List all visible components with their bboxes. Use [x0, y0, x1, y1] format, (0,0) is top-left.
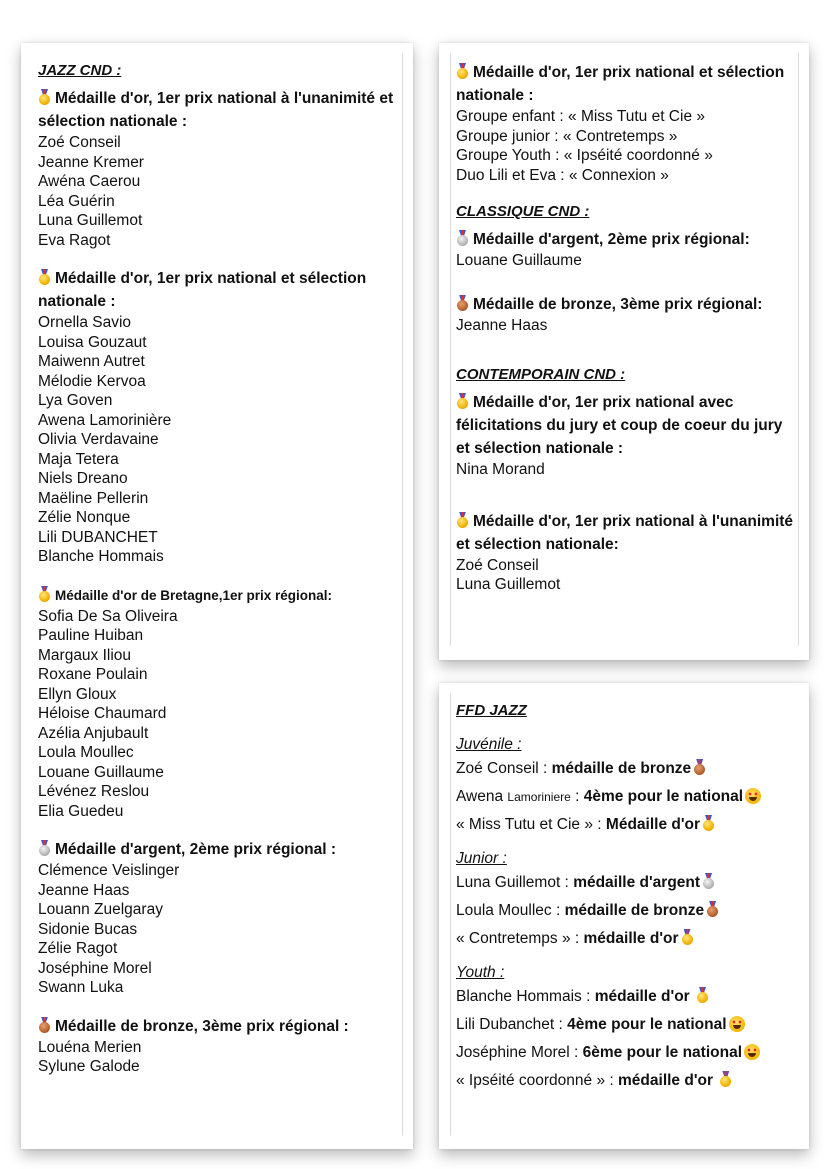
award-text: Médaille d'or — [605, 816, 701, 833]
list-item: Zélie Nonque — [38, 509, 131, 526]
list-item: Zoé Conseil — [456, 556, 539, 574]
list-item: Lya Goven — [38, 392, 113, 409]
list-item: Luna Guillemot — [38, 212, 143, 229]
list-item: Groupe enfant : « Miss Tutu et Cie » — [456, 108, 705, 125]
gold-medal-icon — [702, 815, 715, 831]
group-silver-classique — [456, 228, 795, 271]
list-item: Sofia De Sa Oliveira — [38, 607, 178, 625]
list-item: Ellyn Gloux — [38, 685, 117, 703]
list-item: Awéna Caerou — [38, 173, 141, 190]
list-item: Niels Dreano — [38, 470, 128, 487]
group-bronze-classique — [456, 293, 795, 336]
ffd-jazz-card — [439, 683, 809, 1149]
list-item: Louane Guillaume — [456, 252, 582, 269]
list-item: Swann Luka — [38, 979, 124, 996]
jazz-cnd-card — [21, 43, 413, 1149]
list-item: Luna Guillemot — [456, 576, 561, 593]
result-row — [456, 897, 795, 925]
silver-medal-icon — [38, 840, 51, 856]
section-title-ffd-jazz: FFD JAZZ — [456, 702, 527, 719]
group-heading: Médaille d'or, 1er prix national et sélection nationale : — [456, 64, 785, 104]
group-heading: Médaille de bronze, 3ème prix régional: — [473, 295, 763, 313]
section-title-classique: CLASSIQUE CND : — [456, 203, 590, 220]
list-item: Olivia Verdavaine — [38, 431, 159, 448]
group-heading: Médaille d'or, 1er prix national avec félicitations du jury et coup de coeur du jury et sélection nationale : — [456, 394, 783, 457]
silver-medal-icon — [456, 230, 469, 246]
result-row — [456, 925, 795, 953]
list-item: Awena Lamorinière — [38, 411, 172, 429]
list-item: Margaux Iliou — [38, 646, 132, 664]
name-list — [456, 460, 795, 480]
participant-name: Blanche Hommais : — [456, 988, 595, 1005]
award-text: médaille d'or — [583, 930, 679, 947]
award-text: médaille de bronze — [564, 902, 705, 919]
list-item: Lévénez Reslou — [38, 783, 150, 800]
result-row — [456, 1039, 795, 1067]
participant-name: Awena — [456, 788, 508, 805]
result-row — [456, 1067, 795, 1095]
group-gold-unanimite — [38, 87, 399, 250]
award-text: médaille d'or — [594, 988, 694, 1005]
category-title: Junior : — [456, 850, 507, 867]
award-text: 6ème pour le national — [582, 1044, 743, 1061]
group-heading: Médaille d'or, 1er prix national à l'unanimité et sélection nationale : — [38, 90, 394, 130]
participant-name: « Miss Tutu et Cie » : — [456, 816, 606, 833]
right-top-content — [456, 61, 795, 612]
name-list — [38, 133, 399, 250]
list-item: Sylune Galode — [38, 1058, 140, 1075]
list-item: Zoé Conseil — [38, 134, 121, 151]
gold-medal-icon — [696, 987, 709, 1003]
star-struck-emoji-icon — [729, 1016, 745, 1032]
award-text: 4ème pour le national — [567, 1016, 727, 1033]
group-heading: Médaille d'argent, 2ème prix régional : — [55, 841, 337, 858]
list-item: Léa Guérin — [38, 192, 115, 210]
list-item: Eva Ragot — [38, 231, 111, 249]
list-item: Loula Moullec — [38, 744, 134, 761]
list-item: Pauline Huiban — [38, 627, 144, 644]
jazz-cnd-content — [38, 61, 399, 1094]
list-item: Duo Lili et Eva : « Connexion » — [456, 166, 669, 184]
group-gold-national — [38, 267, 399, 567]
name-list — [456, 316, 795, 336]
list-item: Jeanne Haas — [456, 316, 548, 334]
star-struck-emoji-icon — [745, 788, 761, 804]
result-row — [456, 755, 795, 783]
group-heading: Médaille d'argent, 2ème prix régional: — [473, 231, 750, 248]
ffd-category — [456, 963, 795, 1095]
list-item: Maja Tetera — [38, 450, 119, 468]
group-heading: Médaille d'or de Bretagne,1er prix régional: — [55, 587, 333, 603]
group-bronze-regional — [38, 1015, 399, 1077]
group-heading: Médaille d'or, 1er prix national à l'unanimité et sélection nationale: — [456, 512, 794, 553]
group-gold-bretagne — [38, 584, 399, 822]
list-item: Elia Guedeu — [38, 802, 124, 820]
result-row — [456, 783, 795, 811]
group-heading: Médaille d'or, 1er prix national et sélection nationale : — [38, 270, 367, 310]
participant-name: Lamoriniere — [507, 790, 571, 804]
group-gold-groupes — [456, 61, 795, 185]
section-title-jazz-cnd: JAZZ CND : — [38, 62, 122, 79]
result-row — [456, 1011, 795, 1039]
gold-medal-icon — [456, 393, 469, 409]
list-item: Azélia Anjubault — [38, 724, 149, 742]
bronze-medal-icon — [706, 901, 719, 917]
participant-name: : — [570, 788, 584, 805]
ffd-jazz-content — [456, 701, 795, 1105]
list-item: Nina Morand — [456, 461, 545, 478]
ffd-category — [456, 849, 795, 953]
groups-classique-contemporain-card — [439, 43, 809, 660]
gold-medal-icon — [456, 512, 469, 528]
bronze-medal-icon — [38, 1017, 51, 1033]
name-list — [456, 251, 795, 271]
list-item: Sidonie Bucas — [38, 920, 138, 938]
list-item: Héloise Chaumard — [38, 705, 167, 722]
list-item: Mélodie Kervoa — [38, 372, 146, 390]
list-item: Maiwenn Autret — [38, 353, 145, 370]
award-text: médaille de bronze — [551, 760, 692, 777]
gold-medal-icon — [456, 63, 469, 79]
list-item: Jeanne Haas — [38, 881, 130, 899]
participant-name: Luna Guillemot : — [456, 874, 574, 891]
participant-name: Joséphine Morel : — [456, 1044, 583, 1061]
category-title: Youth : — [456, 964, 505, 981]
name-list — [38, 861, 399, 998]
list-item: Louann Zuelgaray — [38, 901, 163, 918]
name-list — [456, 556, 795, 595]
name-list — [38, 607, 399, 822]
gold-medal-icon — [681, 929, 694, 945]
star-struck-emoji-icon — [744, 1044, 760, 1060]
silver-medal-icon — [702, 873, 715, 889]
gold-medal-icon — [719, 1071, 732, 1087]
list-item: Clémence Veislinger — [38, 862, 180, 879]
list-item: Blanche Hommais — [38, 548, 164, 565]
name-list — [38, 1038, 399, 1077]
name-list — [38, 313, 399, 567]
gold-medal-icon — [38, 269, 51, 285]
section-title-contemporain: CONTEMPORAIN CND : — [456, 366, 626, 383]
category-title: Juvénile : — [456, 736, 522, 753]
result-row — [456, 869, 795, 897]
list-item: Groupe Youth : « Ipséité coordonné » — [456, 147, 713, 164]
list-item: Louéna Merien — [38, 1038, 142, 1056]
gold-medal-icon — [38, 586, 51, 602]
list-item: Lili DUBANCHET — [38, 528, 158, 546]
list-item: Maëline Pellerin — [38, 489, 149, 507]
participant-name: Lili Dubanchet : — [456, 1016, 568, 1033]
list-item: Roxane Poulain — [38, 666, 148, 683]
participant-name: Zoé Conseil : — [456, 760, 552, 777]
list-item: Zélie Ragot — [38, 940, 118, 957]
list-item: Louane Guillaume — [38, 763, 164, 781]
ffd-category — [456, 735, 795, 839]
award-text: médaille d'or — [618, 1072, 718, 1089]
participant-name: Loula Moullec : — [456, 902, 565, 919]
ffd-categories — [456, 735, 795, 1095]
group-gold-contemporain-unanimite — [456, 510, 795, 595]
gold-medal-icon — [38, 89, 51, 105]
name-list — [456, 107, 795, 185]
group-gold-contemporain-felicitations — [456, 391, 795, 480]
list-item: Jeanne Kremer — [38, 153, 144, 171]
group-heading: Médaille de bronze, 3ème prix régional : — [55, 1017, 349, 1035]
list-item: Groupe junior : « Contretemps » — [456, 127, 678, 145]
award-text: médaille d'argent — [573, 874, 701, 891]
bronze-medal-icon — [693, 759, 706, 775]
bronze-medal-icon — [456, 295, 469, 311]
result-row — [456, 983, 795, 1011]
list-item: Joséphine Morel — [38, 959, 152, 977]
list-item: Louisa Gouzaut — [38, 333, 147, 351]
award-text: 4ème pour le national — [583, 788, 744, 805]
list-item: Ornella Savio — [38, 314, 132, 331]
participant-name: « Contretemps » : — [456, 930, 584, 947]
group-silver-regional — [38, 838, 399, 998]
participant-name: « Ipséité coordonné » : — [456, 1072, 619, 1089]
result-row — [456, 811, 795, 839]
